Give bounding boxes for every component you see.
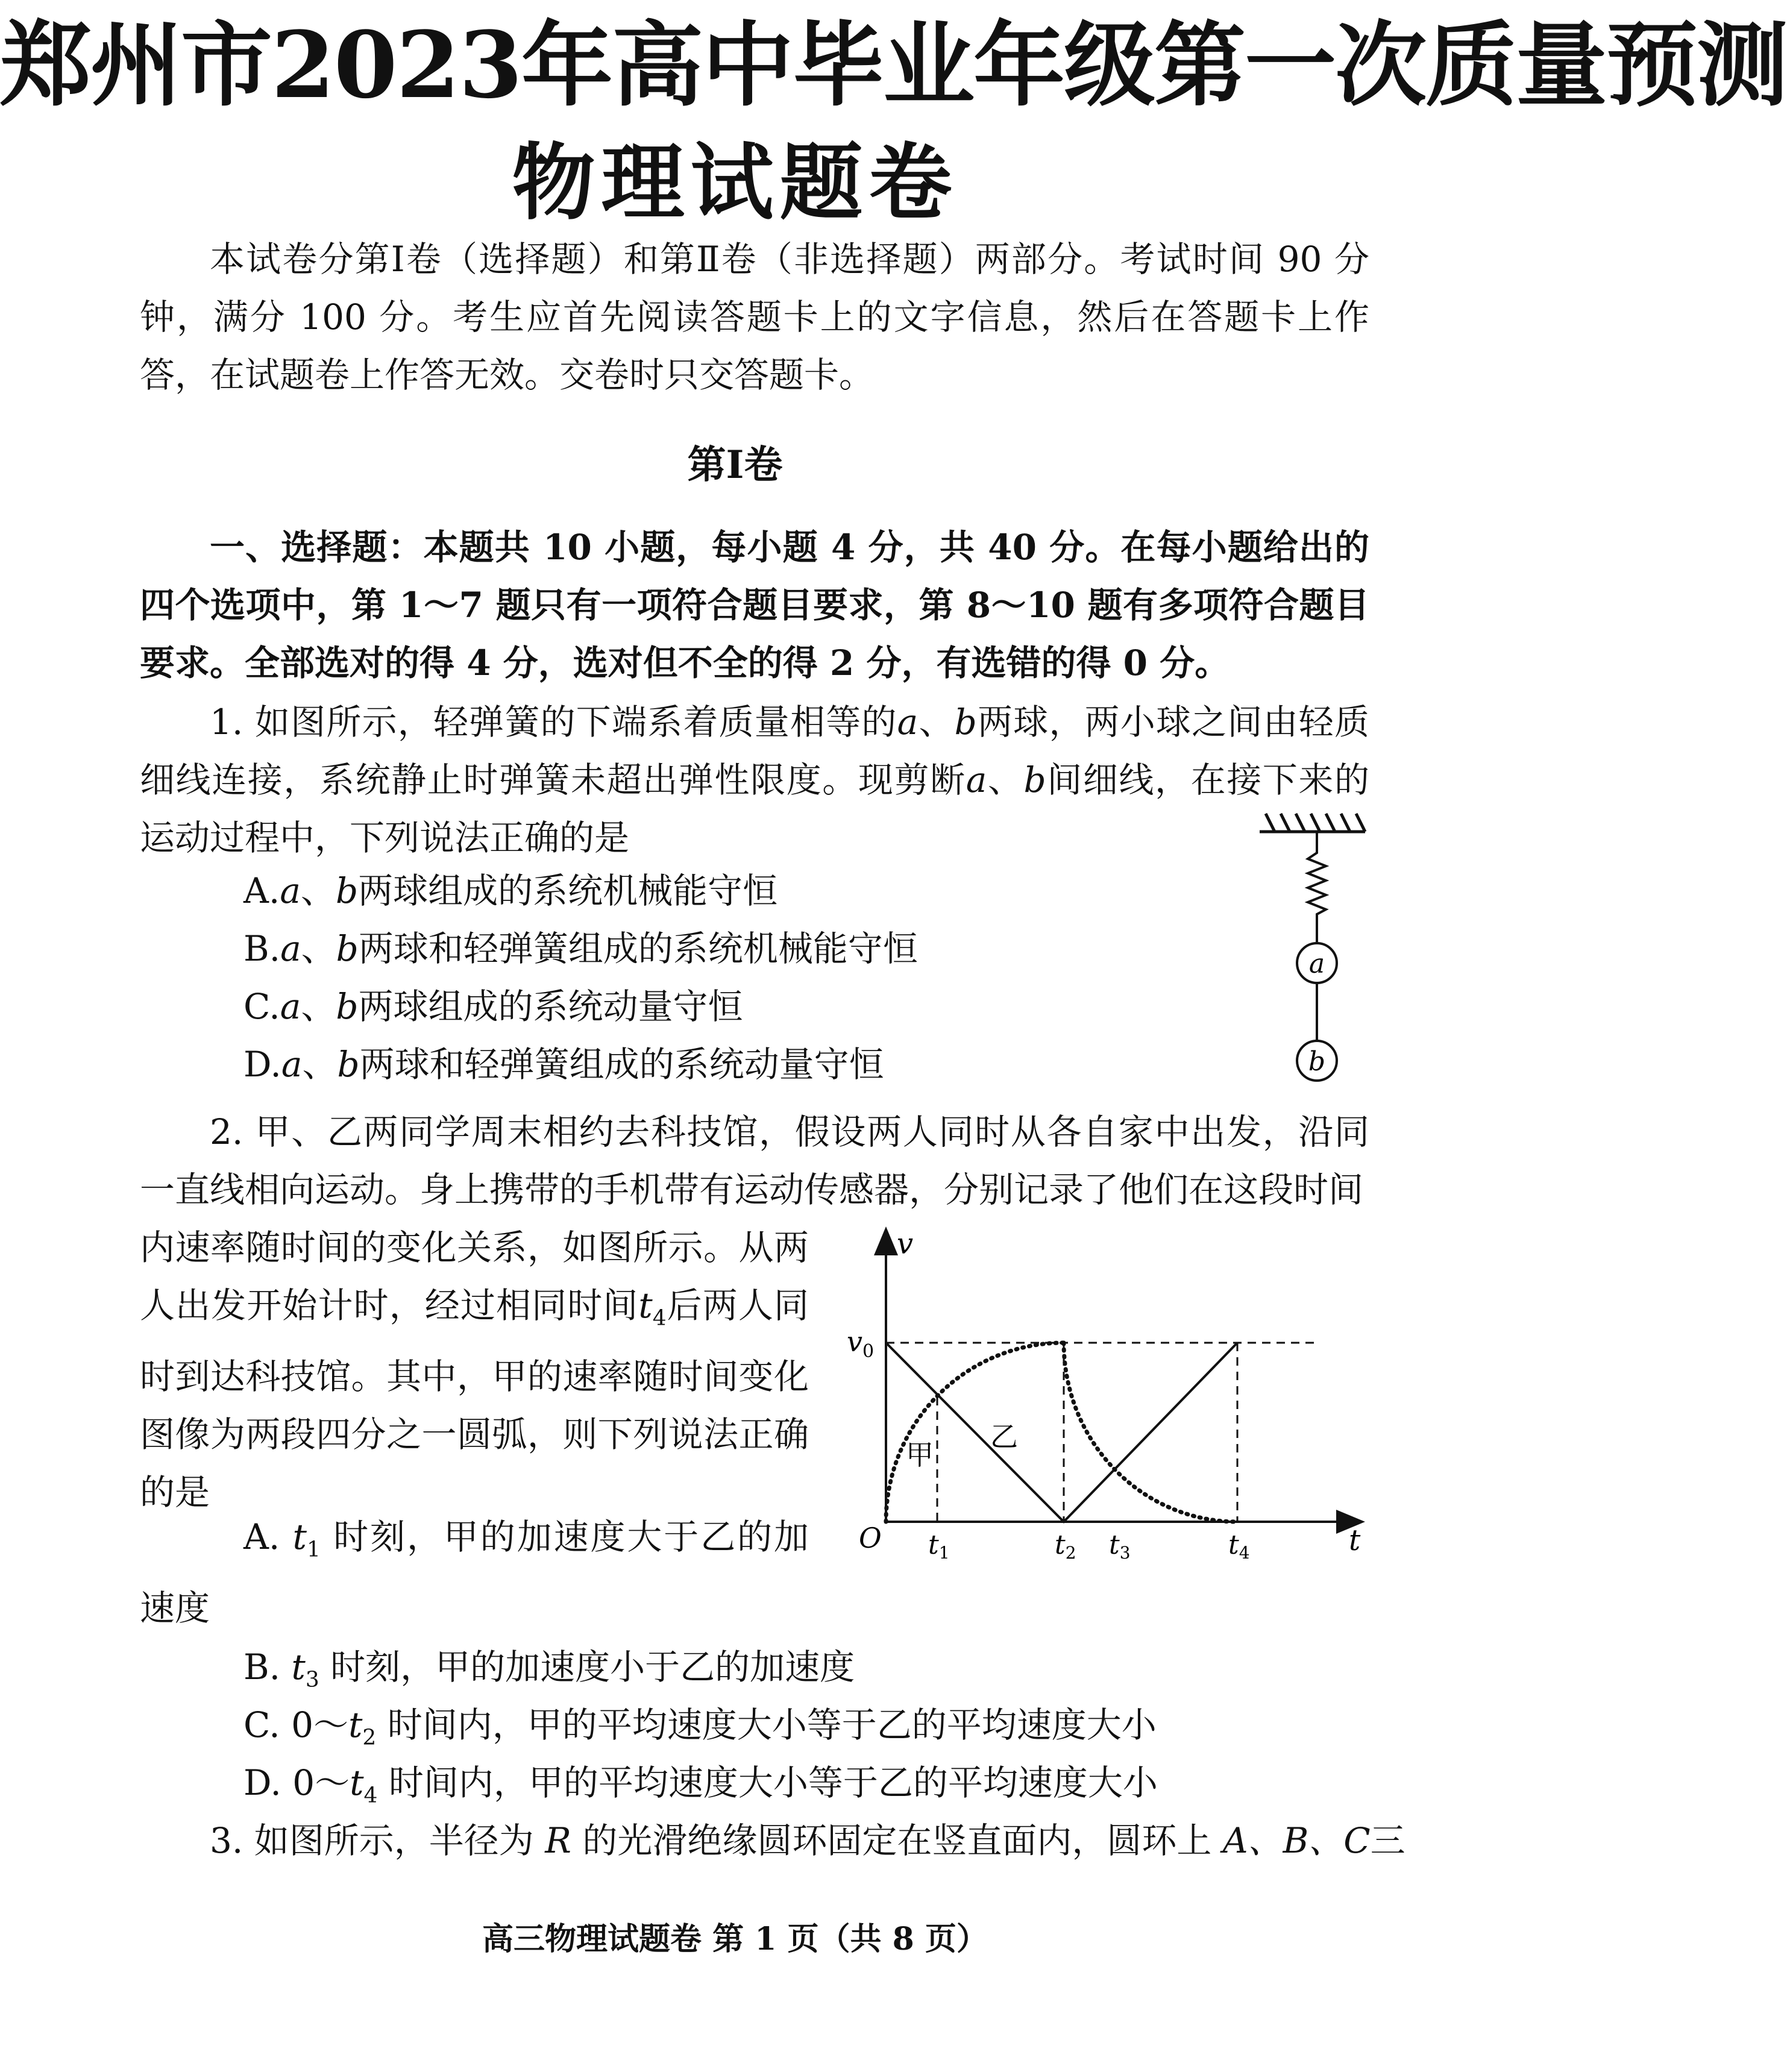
q1-stem-c: 间细线，在接下来的运动过程中，下列说法正确的是	[140, 759, 1369, 858]
q2-option-a	[140, 1508, 809, 1637]
q3-stem-b: 的光滑绝缘圆环固定在竖直面内，圆环上	[582, 1820, 1212, 1861]
page-title: 郑州市2023年高中毕业年级第一次质量预测	[0, 11, 1787, 119]
q1-option-b-text: 两球和轻弹簧组成的系统机械能守恒	[358, 928, 918, 969]
q1-option-b-sep: 、	[301, 928, 336, 969]
question-2-stem-cont	[140, 1219, 809, 1521]
page-footer: 高三物理试题卷 第 1 页（共 8 页）	[482, 1921, 988, 1957]
q1-option-a-sep: 、	[300, 870, 336, 911]
q2-option-c-text: 时间内，甲的平均速度大小等于乙的平均速度大小	[387, 1704, 1157, 1745]
q1-option-d-var-b: b	[337, 1044, 360, 1085]
q1-option-c	[243, 978, 743, 1035]
section-instructions: 一、选择题：本题共 10 小题，每小题 4 分，共 40 分。在每小题给出的四个选项中，第 1～7 题只有一项符合题目要求，第 8～10 题有多项符合题目要求。全部选对的得 4 分，选对但不全的得 2 分，有选错的得 0 分。	[140, 527, 1369, 683]
tick-t2: t2	[1055, 1530, 1076, 1563]
q1-option-d-text: 两球和轻弹簧组成的系统动量守恒	[359, 1044, 884, 1085]
q1-option-b	[243, 920, 918, 978]
question-1-stem	[140, 693, 1369, 867]
question-2-stem: 2. 甲、乙两同学周末相约去科技馆，假设两人同时从各自家中出发，沿同一直线相向运动。身上携带的手机带有运动传感器，分别记录了他们在这段时间	[140, 1111, 1369, 1210]
q3-R: R	[545, 1820, 571, 1861]
q1-option-c-var-b: b	[336, 986, 359, 1027]
page-subtitle: 物理试题卷	[512, 133, 958, 231]
label-yi: 乙	[990, 1421, 1018, 1453]
q2-option-d-t: t	[350, 1762, 364, 1803]
q2-option-c-letter: C. 0～	[243, 1704, 349, 1745]
q2-option-b-sub: 3	[305, 1667, 319, 1692]
q1-sep: 、	[918, 702, 955, 742]
q1-option-d-sep: 、	[302, 1044, 338, 1085]
ball-b-label: b	[1308, 1046, 1326, 1077]
q2-option-c-t: t	[348, 1704, 363, 1745]
q2-option-a-t: t	[292, 1516, 307, 1557]
q1-var-a: a	[897, 702, 919, 742]
exam-intro: 本试卷分第Ⅰ卷（选择题）和第Ⅱ卷（非选择题）两部分。考试时间 90 分钟，满分 100 分。考生应首先阅读答题卡上的文字信息，然后在答题卡上作答，在试题卷上作答无效。交卷时只交答题卡。	[140, 239, 1369, 395]
q2-option-b-letter: B.	[243, 1647, 281, 1687]
q2-option-d-sub: 4	[363, 1783, 378, 1808]
q3-stem-c: 三	[1370, 1820, 1405, 1861]
ball-a-label: a	[1308, 949, 1325, 979]
q1-stem-b: 两球，两小球之间由轻质细线连接，系统静止时弹簧未超出弹性限度。现剪断	[140, 702, 1369, 800]
q2-option-c-sub: 2	[362, 1725, 377, 1750]
q1-sep-2: 、	[987, 759, 1024, 800]
tick-t1: t1	[928, 1530, 950, 1563]
ceiling-hatch	[1260, 814, 1365, 832]
q1-option-a-var-b: b	[335, 870, 359, 911]
label-jia: 甲	[906, 1439, 934, 1471]
q2-option-d-text: 时间内，甲的平均速度大小等于乙的平均速度大小	[388, 1762, 1158, 1803]
q2-option-b-t: t	[291, 1647, 306, 1687]
q3-stem-a: 3. 如图所示，半径为	[210, 1820, 534, 1861]
q1-var-b-2: b	[1023, 759, 1046, 800]
spring	[1308, 832, 1326, 943]
q1-option-c-letter: C.	[243, 986, 280, 1027]
x-axis-label: t	[1349, 1524, 1361, 1557]
q2-t4: t	[638, 1285, 653, 1326]
q2-stem-b1: 内速率随时间的变化关系，如图所示。从两人出发开始计时，经过相同时间	[140, 1227, 809, 1326]
q2-t4-sub: 4	[652, 1305, 667, 1331]
q1-option-d	[243, 1035, 884, 1093]
q1-option-b-var-a: a	[280, 928, 301, 969]
line-yi	[886, 1343, 1237, 1522]
q1-option-c-var-a: a	[280, 986, 301, 1027]
q3-ABC: A、B、C	[1222, 1820, 1371, 1861]
q2-option-a-letter: A.	[243, 1516, 280, 1557]
question-3-stem	[140, 1812, 1405, 1870]
q1-stem-a: 1. 如图所示，轻弹簧的下端系着质量相等的	[210, 702, 897, 742]
y-axis-label: v	[897, 1227, 914, 1261]
tick-t3: t3	[1109, 1530, 1131, 1563]
q2-stem-b2: 后两人同时到达科技馆。其中，甲的速率随时间变化图像为两段四分之一圆弧，则下列说法正确的是	[140, 1285, 809, 1513]
q1-option-b-var-b: b	[336, 928, 359, 969]
q1-option-d-var-a: a	[281, 1044, 303, 1085]
q1-option-a-var-a: a	[280, 870, 301, 911]
q2-option-b-text: 时刻，甲的加速度小于乙的加速度	[330, 1647, 855, 1687]
q1-option-a	[243, 862, 777, 920]
q2-option-d-letter: D. 0～	[243, 1762, 350, 1803]
q1-spring-figure	[1242, 808, 1374, 1085]
q1-option-b-letter: B.	[243, 928, 281, 969]
q1-option-c-text: 两球组成的系统动量守恒	[358, 986, 743, 1027]
q1-option-a-letter: A.	[243, 870, 280, 911]
q1-option-a-text: 两球组成的系统机械能守恒	[358, 870, 778, 911]
section-title: 第Ⅰ卷	[687, 442, 783, 488]
q2-option-a-text: 时刻，甲的加速度大于乙的加速度	[140, 1516, 809, 1628]
q1-var-b: b	[954, 702, 977, 742]
q1-option-c-sep: 、	[301, 986, 336, 1027]
tick-t4: t4	[1228, 1530, 1250, 1563]
q1-var-a-2: a	[966, 759, 987, 800]
q2-option-a-sub: 1	[306, 1537, 321, 1562]
q2-vt-graph	[841, 1217, 1371, 1567]
q1-option-d-letter: D.	[243, 1044, 281, 1085]
origin-label: O	[859, 1522, 882, 1554]
v0-label: $v_0$	[847, 1325, 875, 1362]
